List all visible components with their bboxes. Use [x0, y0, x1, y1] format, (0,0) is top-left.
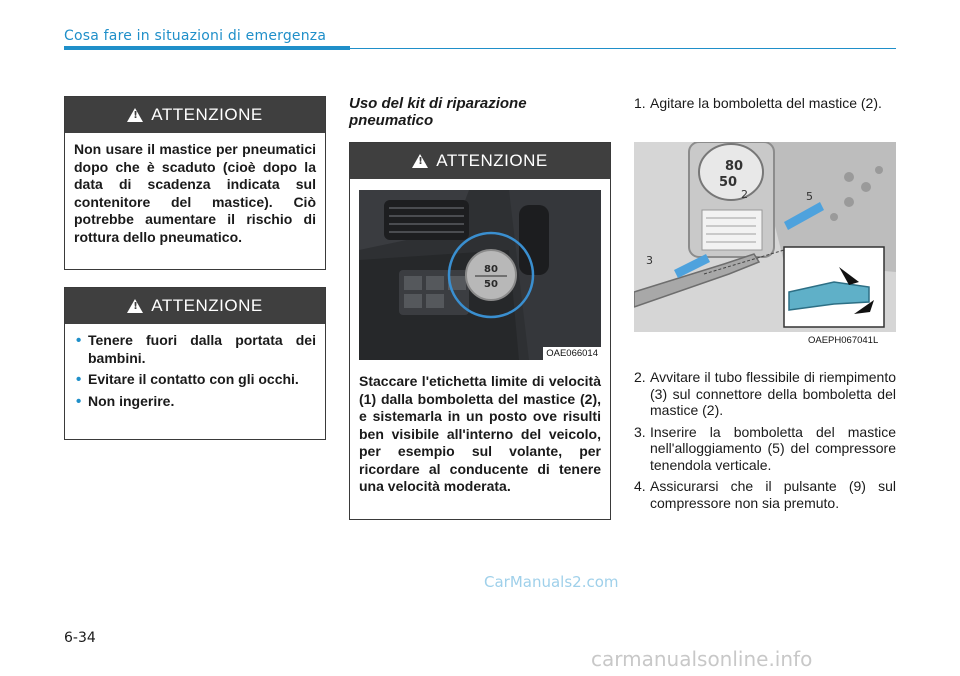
- list-item: [634, 478, 896, 511]
- list-item: [634, 424, 896, 474]
- warning-box-expired-sealant: [64, 96, 326, 270]
- bullet-icon: •: [76, 332, 82, 349]
- list-item: • Non ingerire.: [76, 392, 175, 410]
- bullet-icon: •: [76, 371, 82, 388]
- warning-header: [65, 97, 325, 133]
- header-rule-thick: [64, 46, 350, 50]
- step-text: Assicurarsi che il pulsante (9) sul compressore non sia premuto.: [650, 478, 896, 511]
- warning-text: Staccare l'etichetta limite di velocità (1) dalla bomboletta del mastice (2), e sistemarla in un posto ove risulti ben visibile all'interno del veicolo, per esempio sul volante, per ricordare al conducente di tenere una velocità moderata.: [359, 373, 601, 494]
- header-rule-thin: [350, 48, 896, 49]
- steering-wheel-label-image: [359, 190, 601, 360]
- list-item: [634, 95, 896, 112]
- warning-header: [350, 143, 610, 179]
- watermark-link[interactable]: CarManuals2.com: [484, 573, 619, 591]
- step-number: 3.: [634, 423, 646, 440]
- callout-5: 5: [806, 190, 813, 203]
- step-number: 2.: [634, 369, 646, 385]
- list-item: • Evitare il contatto con gli occhi.: [76, 371, 299, 388]
- steps-list-continued: [634, 369, 896, 516]
- warning-heading: ATTENZIONE: [151, 105, 263, 124]
- speed-limit-label-80: 80: [484, 264, 498, 275]
- list-item: [634, 369, 896, 419]
- section-title-repair-kit: Uso del kit di riparazione pneumatico: [349, 95, 527, 129]
- page-number: 6-34: [64, 630, 96, 646]
- warning-box-safety: [64, 287, 326, 440]
- step-text: Avvitare il tubo flessibile di riempimento (3) sul connettore della bomboletta del mastice (2).: [650, 369, 896, 418]
- step-number: 1.: [634, 95, 646, 111]
- speed-limit-label-50: 50: [484, 279, 498, 290]
- warning-triangle-icon: [127, 299, 143, 313]
- section-header-title: Cosa fare in situazioni di emergenza: [64, 28, 327, 44]
- list-item: • Tenere fuori dalla portata dei bambini.: [76, 332, 316, 366]
- sealant-compressor-figure: [634, 142, 896, 332]
- figure-code: OAEPH067041L: [808, 335, 879, 346]
- callout-3: 3: [646, 254, 653, 267]
- warning-heading: ATTENZIONE: [436, 151, 548, 170]
- image-code: OAE066014: [543, 347, 601, 360]
- can-label-50: 50: [718, 175, 738, 190]
- step-text: Agitare la bomboletta del mastice (2).: [650, 95, 882, 111]
- step-text: Inserire la bomboletta del mastice nell'alloggiamento (5) del compressore tenendola verticale.: [650, 423, 896, 473]
- warning-triangle-icon: [412, 154, 428, 168]
- callout-2: 2: [741, 188, 748, 201]
- compressor-illustration: [634, 142, 896, 332]
- bullet-icon: •: [76, 392, 82, 410]
- steps-list-start: [634, 95, 896, 117]
- can-label-80: 80: [724, 159, 744, 174]
- warning-heading: ATTENZIONE: [151, 296, 263, 315]
- warning-box-speed-label: [349, 142, 611, 520]
- step-number: 4.: [634, 478, 646, 494]
- warning-triangle-icon: [127, 108, 143, 122]
- warning-text: Non usare il mastice per pneumatici dopo che è scaduto (cioè dopo la data di scadenza indicata sul contenitore del mastice). Ciò potrebbe aumentare il rischio di rottura dello pneumatico.: [74, 141, 316, 245]
- footer-site-mark: carmanualsonline.info: [591, 647, 813, 671]
- dashboard-illustration: [359, 190, 601, 360]
- warning-list-body: [65, 324, 325, 422]
- warning-header: [65, 288, 325, 324]
